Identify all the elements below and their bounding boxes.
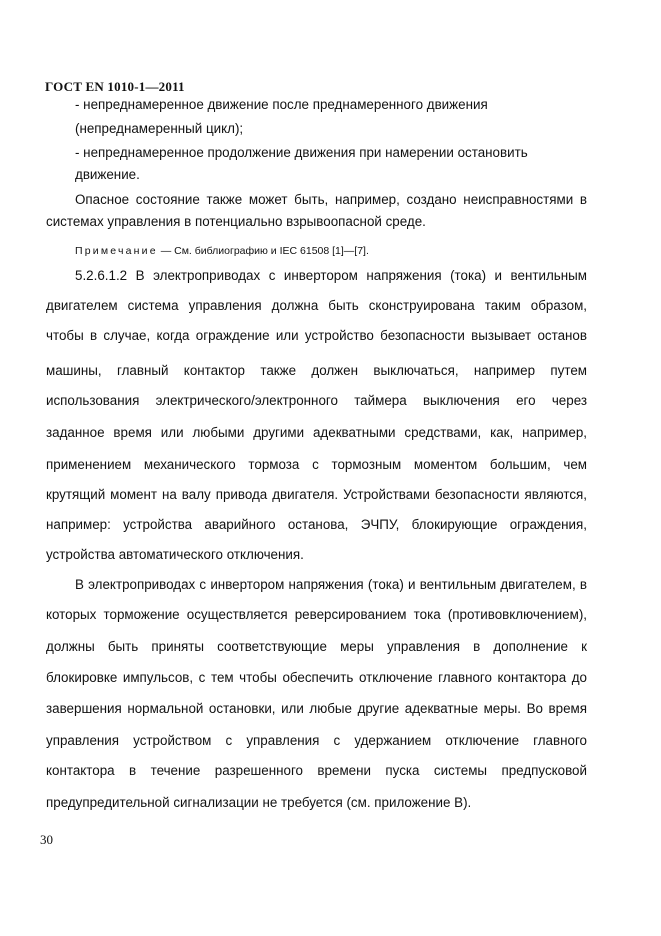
list-item-2: - непреднамеренное продолжение движения при намерении остановить — [75, 145, 528, 160]
paragraph-line: предупредительной сигнализации не требуется (см. приложение В). — [46, 795, 472, 810]
paragraph-line: использования электрического/электронного таймера выключения его через — [46, 393, 587, 408]
paragraph-line: машины, главный контактор также должен выключаться, например путем — [46, 363, 587, 378]
paragraph-line: блокировке импульсов, с тем чтобы обеспечить отключение главного контактора до — [46, 670, 587, 685]
paragraph-line: системах управления в потенциально взрывоопасной среде. — [46, 214, 426, 229]
paragraph-line: Опасное состояние также может быть, например, создано неисправностями в — [75, 192, 587, 207]
note-text: — См. библиографию и IEC 61508 [1]—[7]. — [157, 245, 369, 257]
paragraph-line: заданное время или любыми другими адекватными средствами, как, например, — [46, 425, 587, 440]
paragraph-line: например: устройства аварийного останова, ЭЧПУ, блокирующие ограждения, — [46, 517, 587, 532]
paragraph-line: применением механического тормоза с тормозным моментом большим, чем — [46, 457, 587, 472]
list-item-1-continuation: (непреднамеренный цикл); — [75, 121, 244, 136]
paragraph-line: В электроприводах с инвертором напряжения (тока) и вентильным двигателем, в — [75, 577, 587, 592]
paragraph-line: управления устройством с управления с удержанием отключение главного — [46, 733, 587, 748]
paragraph-line: должны быть приняты соответствующие меры управления в дополнение к — [46, 639, 587, 654]
note-label: Примечание — [75, 245, 158, 257]
paragraph-line: двигателем система управления должна быть сконструирована таким образом, — [46, 298, 587, 313]
paragraph-line: 5.2.6.1.2 В электроприводах с инвертором напряжения (тока) и вентильным — [75, 268, 587, 283]
paragraph-line: контактора в течение разрешенного времени пуска системы предпусковой — [46, 763, 587, 778]
list-item-2-continuation: движение. — [75, 167, 140, 182]
paragraph-line: устройства автоматического отключения. — [46, 547, 304, 562]
note — [75, 243, 369, 259]
paragraph-line: которых торможение осуществляется реверсированием тока (противовключением), — [46, 607, 587, 622]
page-number: 30 — [40, 832, 53, 847]
paragraph-line: крутящий момент на валу привода двигателя. Устройствами безопасности являются, — [46, 487, 587, 502]
list-item-1: - непреднамеренное движение после преднамеренного движения — [75, 97, 488, 112]
paragraph-line: завершения нормальной остановки, или любые другие адекватные меры. Во время — [46, 701, 587, 716]
document-header: ГОСТ EN 1010-1—2011 — [45, 79, 185, 94]
paragraph-line: чтобы в случае, когда ограждение или устройство безопасности вызывает останов — [46, 328, 587, 343]
